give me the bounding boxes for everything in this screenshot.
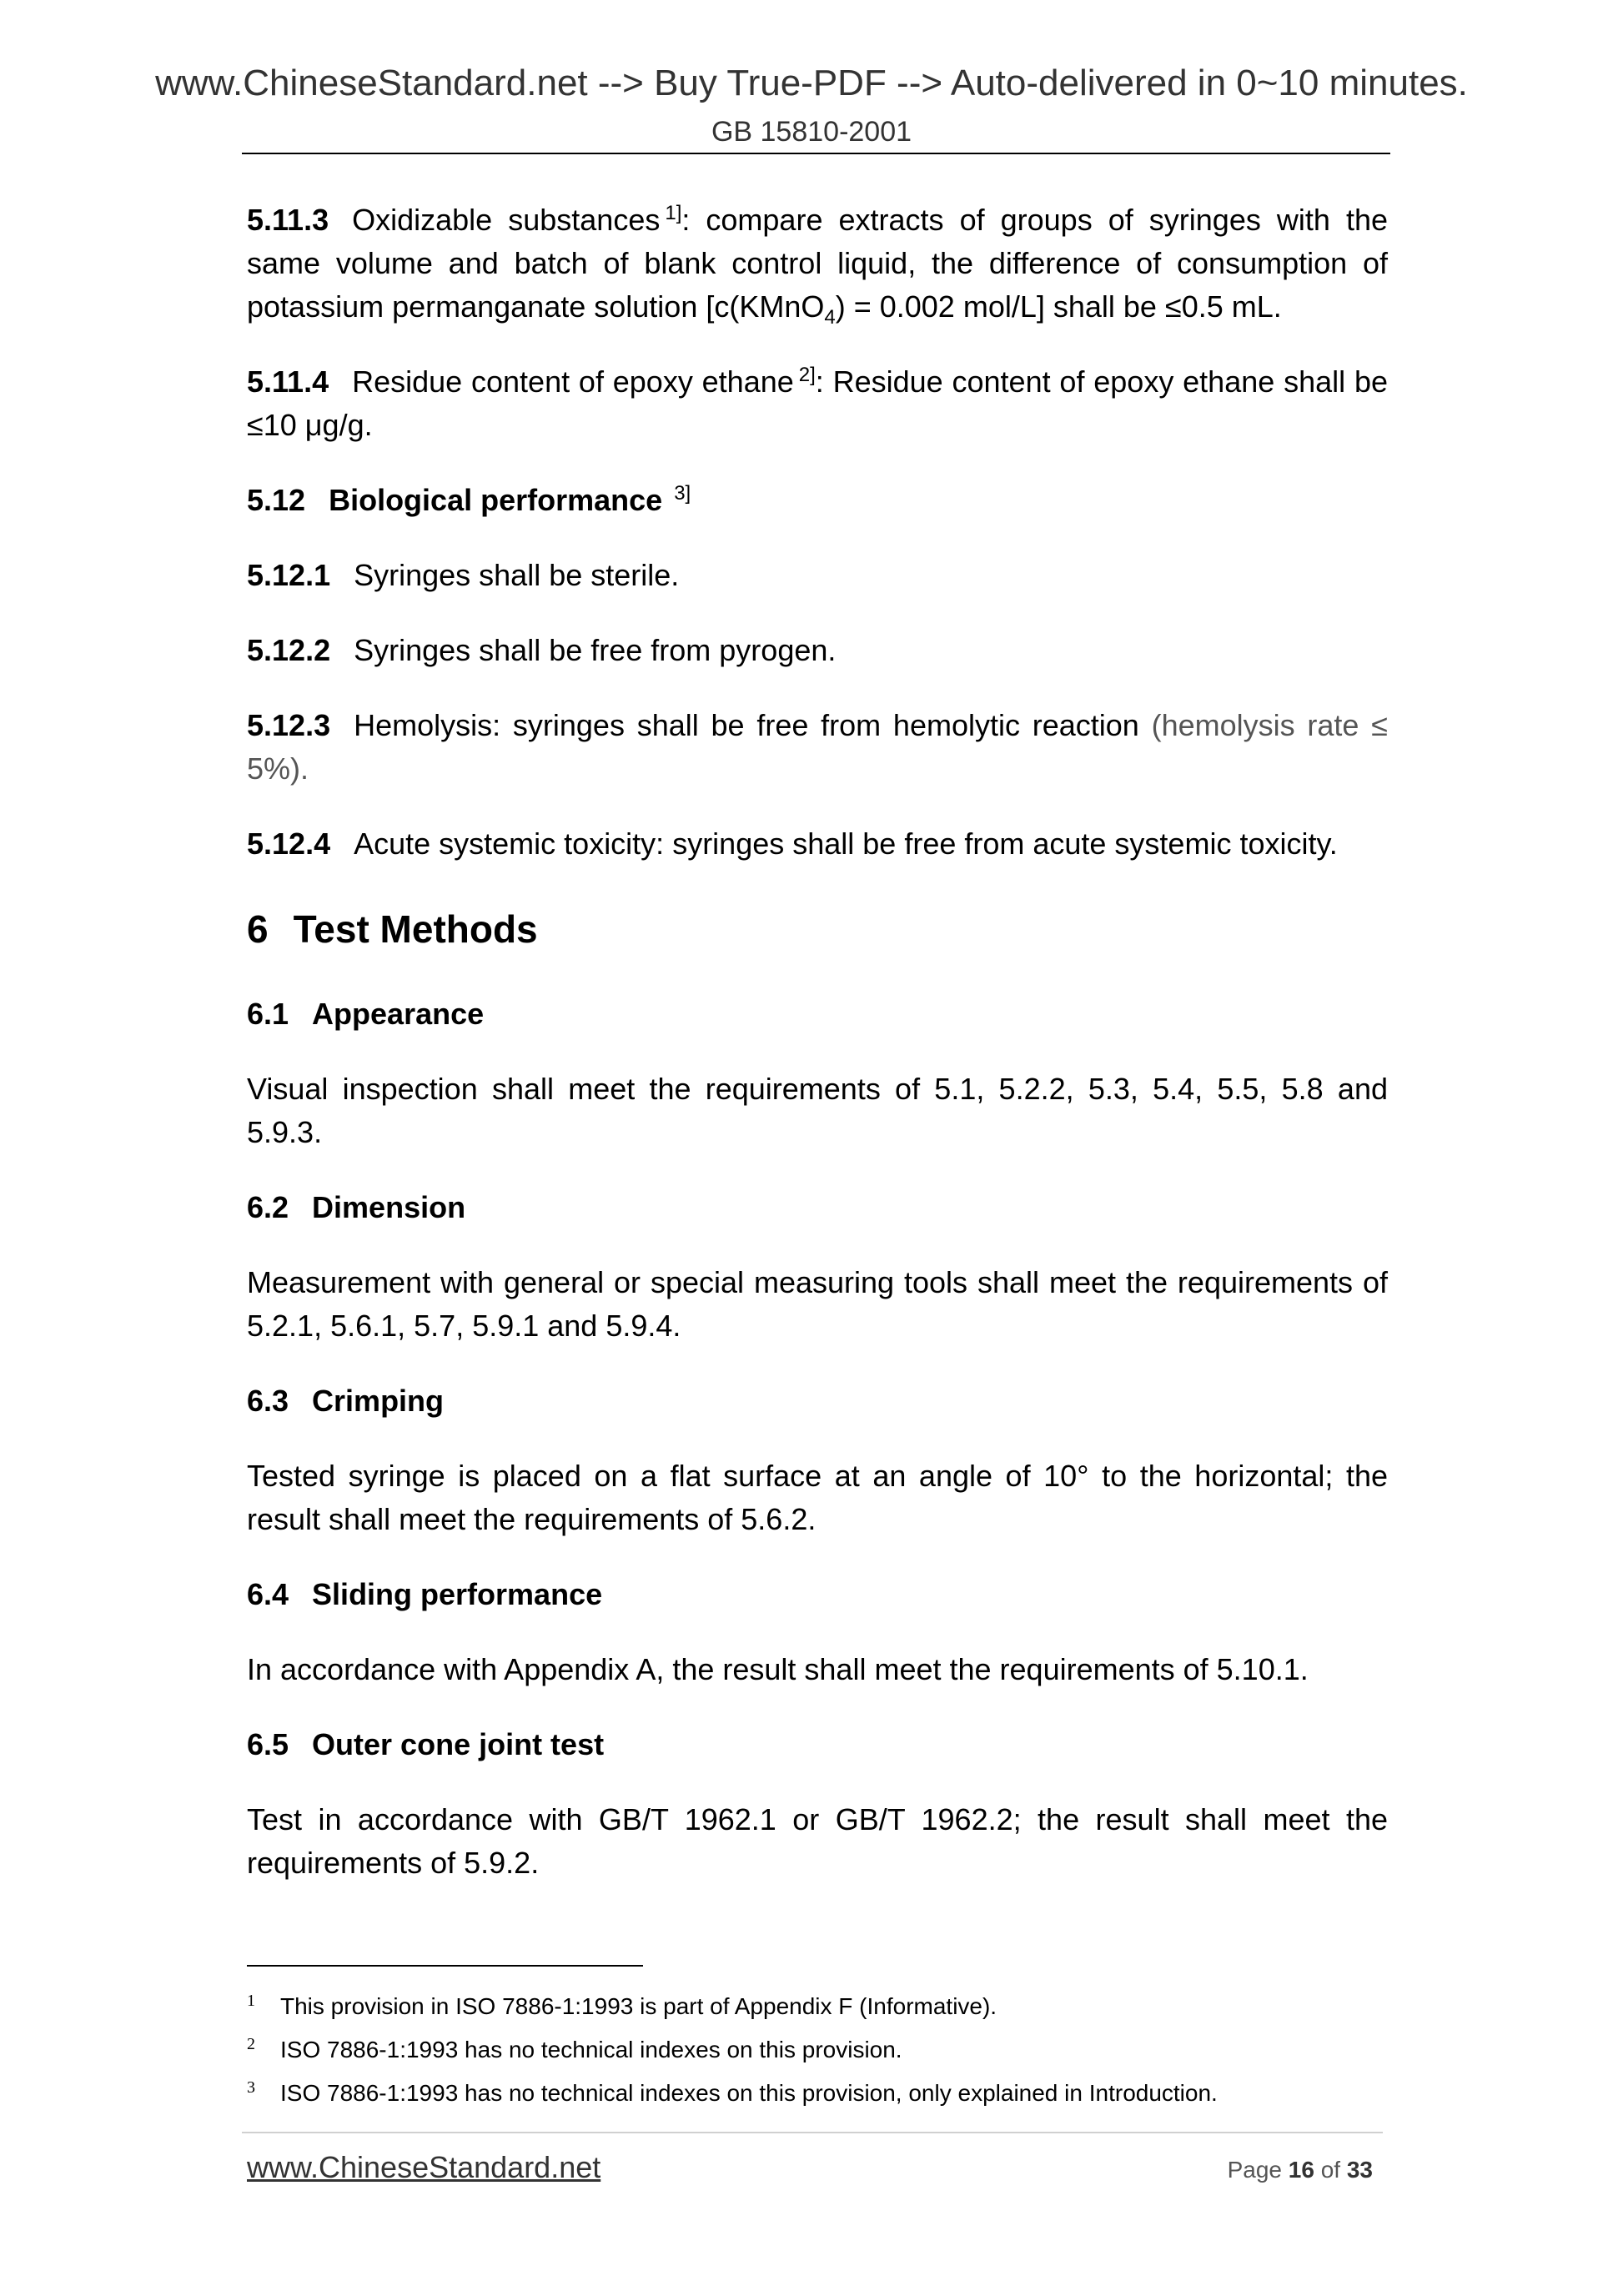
body-6-3: Tested syringe is placed on a flat surface at an angle of 10° to the horizontal; the result shall meet the requirements of 5.6.2. xyxy=(247,1459,1388,1536)
page-current: 16 xyxy=(1288,2157,1314,2183)
heading-number: 5.12 xyxy=(247,483,306,517)
clause-text: Syringes shall be free from pyrogen. xyxy=(354,633,837,667)
heading-title: Crimping xyxy=(312,1384,445,1418)
heading-number: 6.4 xyxy=(247,1577,289,1611)
clause-5-11-4 xyxy=(247,360,1388,447)
clause-text: Syringes shall be sterile. xyxy=(354,558,680,592)
clause-number: 5.11.3 xyxy=(247,203,329,237)
heading-6-5 xyxy=(247,1723,1388,1766)
heading-title: Biological performance xyxy=(329,483,663,517)
document-body xyxy=(247,198,1388,1917)
footnote-text: ISO 7886-1:1993 has no technical indexes on this provision. xyxy=(280,2037,902,2062)
footnote-text: This provision in ISO 7886-1:1993 is part of Appendix F (Informative). xyxy=(280,1993,997,2019)
clause-number: 5.12.2 xyxy=(247,633,331,667)
footnote-ref: 2] xyxy=(798,364,816,386)
heading-title: Dimension xyxy=(312,1190,466,1224)
clause-text: : Residue content of epoxy ethane shall be ≤10 μg/g. xyxy=(247,364,1388,442)
clause-title: Residue content of epoxy ethane xyxy=(352,364,794,399)
footer-site-link[interactable]: www.ChineseStandard.net xyxy=(247,2150,601,2184)
clause-5-12-2 xyxy=(247,629,1388,672)
header-banner: www.ChineseStandard.net --> Buy True-PDF --> Auto-delivered in 0~10 minutes. xyxy=(155,63,1468,103)
clause-5-12-3 xyxy=(247,704,1388,791)
heading-title: Appearance xyxy=(312,997,485,1031)
body-6-2: Measurement with general or special measuring tools shall meet the requirements of 5.2.1, 5.6.1, 5.7, 5.9.1 and 5.9.4. xyxy=(247,1265,1388,1343)
clause-5-12-4 xyxy=(247,822,1388,866)
footnote-item: 3 ISO 7886-1:1993 has no technical indexes on this provision, only explained in Introduction. xyxy=(247,2077,1218,2106)
clause-5-11-3 xyxy=(247,198,1388,329)
page-of: of xyxy=(1320,2157,1341,2183)
heading-number: 6 xyxy=(247,907,269,951)
heading-number: 6.3 xyxy=(247,1384,289,1418)
heading-number: 6.2 xyxy=(247,1190,289,1224)
clause-text: Hemolysis: syringes shall be free from hemolytic reaction xyxy=(354,708,1139,742)
clause-number: 5.12.4 xyxy=(247,826,331,861)
clause-number: 5.12.3 xyxy=(247,708,331,742)
clause-note: (hemolysis rate ≤ 5%). xyxy=(247,708,1388,786)
footnotes xyxy=(247,1985,1388,2115)
standard-code: GB 15810-2001 xyxy=(711,116,912,148)
heading-6 xyxy=(247,906,1388,952)
footnote-item: 2 ISO 7886-1:1993 has no technical indexes on this provision. xyxy=(247,2034,902,2062)
footnote-text: ISO 7886-1:1993 has no technical indexes on this provision, only explained in Introduction. xyxy=(280,2080,1218,2106)
heading-6-1 xyxy=(247,992,1388,1036)
heading-title: Outer cone joint test xyxy=(312,1727,605,1761)
heading-6-2 xyxy=(247,1186,1388,1229)
heading-6-4 xyxy=(247,1573,1388,1616)
clause-number: 5.12.1 xyxy=(247,558,331,592)
footnote-ref: 1] xyxy=(665,202,682,224)
heading-title: Test Methods xyxy=(293,907,538,951)
heading-6-3 xyxy=(247,1379,1388,1423)
clause-text-cont: ) = 0.002 mol/L] shall be ≤0.5 mL. xyxy=(835,289,1282,324)
clause-text: Acute systemic toxicity: syringes shall be free from acute systemic toxicity. xyxy=(354,826,1338,861)
subscript: 4 xyxy=(824,306,836,329)
body-6-1: Visual inspection shall meet the requirements of 5.1, 5.2.2, 5.3, 5.4, 5.5, 5.8 and 5.9.3. xyxy=(247,1072,1388,1149)
heading-title: Sliding performance xyxy=(312,1577,603,1611)
footnote-item: 1 This provision in ISO 7886-1:1993 is part of Appendix F (Informative). xyxy=(247,1991,997,2019)
footnote-divider xyxy=(247,1965,643,1967)
body-6-4: In accordance with Appendix A, the result shall meet the requirements of 5.10.1. xyxy=(247,1652,1309,1686)
clause-text: : compare extracts of groups of syringes with the same volume and batch of blank control liquid, the difference of consumption of potassium permanganate solution [c(KMnO xyxy=(247,203,1388,324)
page-indicator xyxy=(1228,2157,1373,2183)
page-label: Page xyxy=(1227,2157,1282,2183)
clause-5-12-1 xyxy=(247,554,1388,597)
footnote-ref: 3] xyxy=(674,482,691,505)
header-divider xyxy=(242,153,1390,154)
page-total: 33 xyxy=(1346,2157,1373,2183)
footer-divider xyxy=(242,2132,1383,2133)
heading-number: 6.5 xyxy=(247,1727,289,1761)
heading-5-12 xyxy=(247,479,1388,522)
clause-title: Oxidizable substances xyxy=(352,203,661,237)
heading-number: 6.1 xyxy=(247,997,289,1031)
clause-number: 5.11.4 xyxy=(247,364,329,399)
body-6-5: Test in accordance with GB/T 1962.1 or GB/T 1962.2; the result shall meet the requirements of 5.9.2. xyxy=(247,1802,1388,1880)
